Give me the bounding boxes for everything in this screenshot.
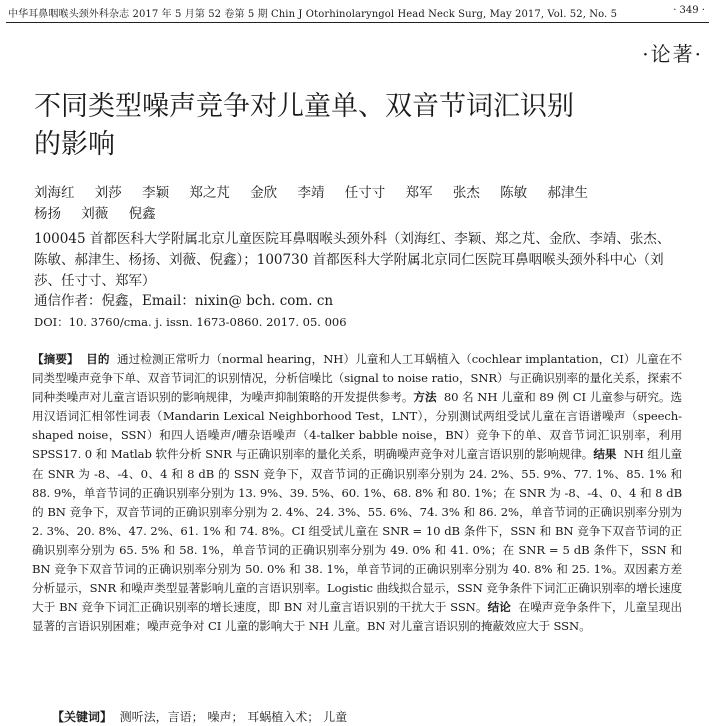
author: 李靖	[297, 185, 325, 201]
author-line-1	[34, 183, 634, 204]
author: 刘海红	[34, 185, 75, 201]
methods-text: 80 名 NH 儿童和 89 例 CI 儿童参与研究。选用汉语词汇相邻性词表（Mandarin Lexical Neighborhood Test，LNT），分别测试两组受试儿童在言语谱噪声（speech-shaped noise，SSN）和四人语噪声/嘈杂语噪声（4-talker babble noise，BN）竞争下的单、双音节词汇识别率，利用 SPSS17. 0 和 Matlab 软件分析 SNR 与正确识别率的量化关系，明确噪声竞争对儿童言语识别的影响规律。	[32, 390, 683, 462]
conclusion-label: 结论	[487, 600, 511, 615]
results-label: 结果	[593, 447, 617, 462]
keywords-text: 测听法，言语； 噪声； 耳蜗植入术； 儿童	[119, 710, 348, 724]
section-label: ·论著·	[642, 42, 703, 66]
author: 张杰	[452, 185, 480, 201]
abstract	[32, 350, 682, 636]
author: 陈敏	[500, 185, 528, 201]
author: 郑军	[405, 185, 433, 201]
journal-header: 中华耳鼻咽喉头颈外科杂志 2017 年 5 月第 52 卷第 5 期 Chin J Otorhinolaryngol Head Neck Surg, May 2017, Vol. 52, No. 5	[8, 9, 618, 20]
author: 任寸寸	[344, 185, 386, 201]
header-rule	[6, 22, 709, 23]
author: 倪鑫	[128, 206, 156, 222]
author: 刘莎	[94, 185, 122, 201]
author: 郝津生	[547, 185, 588, 201]
author-list	[34, 183, 634, 225]
affiliation: 100045 首都医科大学附属北京儿童医院耳鼻咽喉头颈外科（刘海红、李颖、郑之芃、金欣、李靖、张杰、陈敏、郝津生、杨扬、刘薇、倪鑫）；100730 首都医科大学附属北京同仁医院耳鼻咽喉头颈外科中心（刘莎、任寸寸、郑军）	[34, 231, 671, 289]
conclusion-text: 在噪声竞争条件下，儿童呈现出显著的言语识别困难；噪声竞争对 CI 儿童的影响大于 NH 儿童。BN 对儿童言语识别的掩蔽效应大于 SSN。	[32, 600, 682, 634]
author-line-2	[34, 204, 634, 225]
results-text: NH 组儿童在 SNR 为 -8、-4、0、4 和 8 dB 的 SSN 竞争下，双音节词的正确识别率分别为 24. 2%、55. 9%、77. 1%、85. 1% 和 88. 9%，单音节词的正确识别率分别为 13. 9%、39. 5%、60. 1%、68. 8% 和 80. 1%；在 SNR 为 -8、-4、0、4 和 8 dB 的 BN 竞争下，双音节词的正确识别率分别为 2. 4%、24. 3%、55. 6%、74. 3% 和 86. 2%，单音节词的正确识别率分别为 2. 3%、20. 8%、47. 2%、61. 1% 和 74. 8%。CI 组受试儿童在 SNR = 10 dB 条件下，SSN 和 BN 竞争下双音节词的正确识别率分别为 65. 5% 和 58. 1%，单音节词的正确识别率分别为 49. 0% 和 41. 0%；在 SNR = 5 dB 条件下，SSN 和 BN 竞争下双音节词的正确识别率分别为 50. 0% 和 38. 1%，单音节词的正确识别率分别为 40. 8% 和 25. 1%。双因素方差分析显示，SNR 和噪声类型显著影响儿童的言语识别率。Logistic 曲线拟合显示，SSN 竞争条件下词汇正确识别率的增长速度大于 BN 竞争下词汇正确识别率的增长速度，即 BN 对儿童言语识别的干扰大于 SSN。	[32, 447, 682, 615]
author: 郑之芃	[189, 185, 230, 201]
article-title: 不同类型噪声竞争对儿童单、双音节词汇识别的影响	[34, 91, 574, 160]
author: 杨扬	[34, 206, 61, 222]
keywords	[52, 708, 347, 725]
author: 李颖	[142, 185, 170, 201]
keywords-label: 【关键词】	[52, 710, 113, 724]
objective-label: 目的	[86, 352, 110, 366]
methods-label: 方法	[413, 390, 437, 405]
objective-text: 通过检测正常听力（normal hearing，NH）儿童和人工耳蜗植入（cochlear implantation，CI）儿童在不同类型噪声竞争下单、双音节词汇的识别情况，分析信噪比（signal to noise ratio，SNR）与正确识别率的量化关系，探索不同种类噪声对儿童言语识别的影响规律，为噪声抑制策略的开发提供参考。	[32, 352, 682, 405]
author: 刘薇	[81, 206, 109, 222]
doi: DOI：10. 3760/cma. j. issn. 1673-0860. 2017. 05. 006	[34, 315, 347, 329]
abstract-label: 【摘要】	[32, 352, 79, 366]
author: 金欣	[250, 185, 278, 201]
page-number: · 349 ·	[673, 5, 705, 16]
corresponding-author: 通信作者：倪鑫，Email：nixin@ bch. com. cn	[34, 293, 334, 309]
